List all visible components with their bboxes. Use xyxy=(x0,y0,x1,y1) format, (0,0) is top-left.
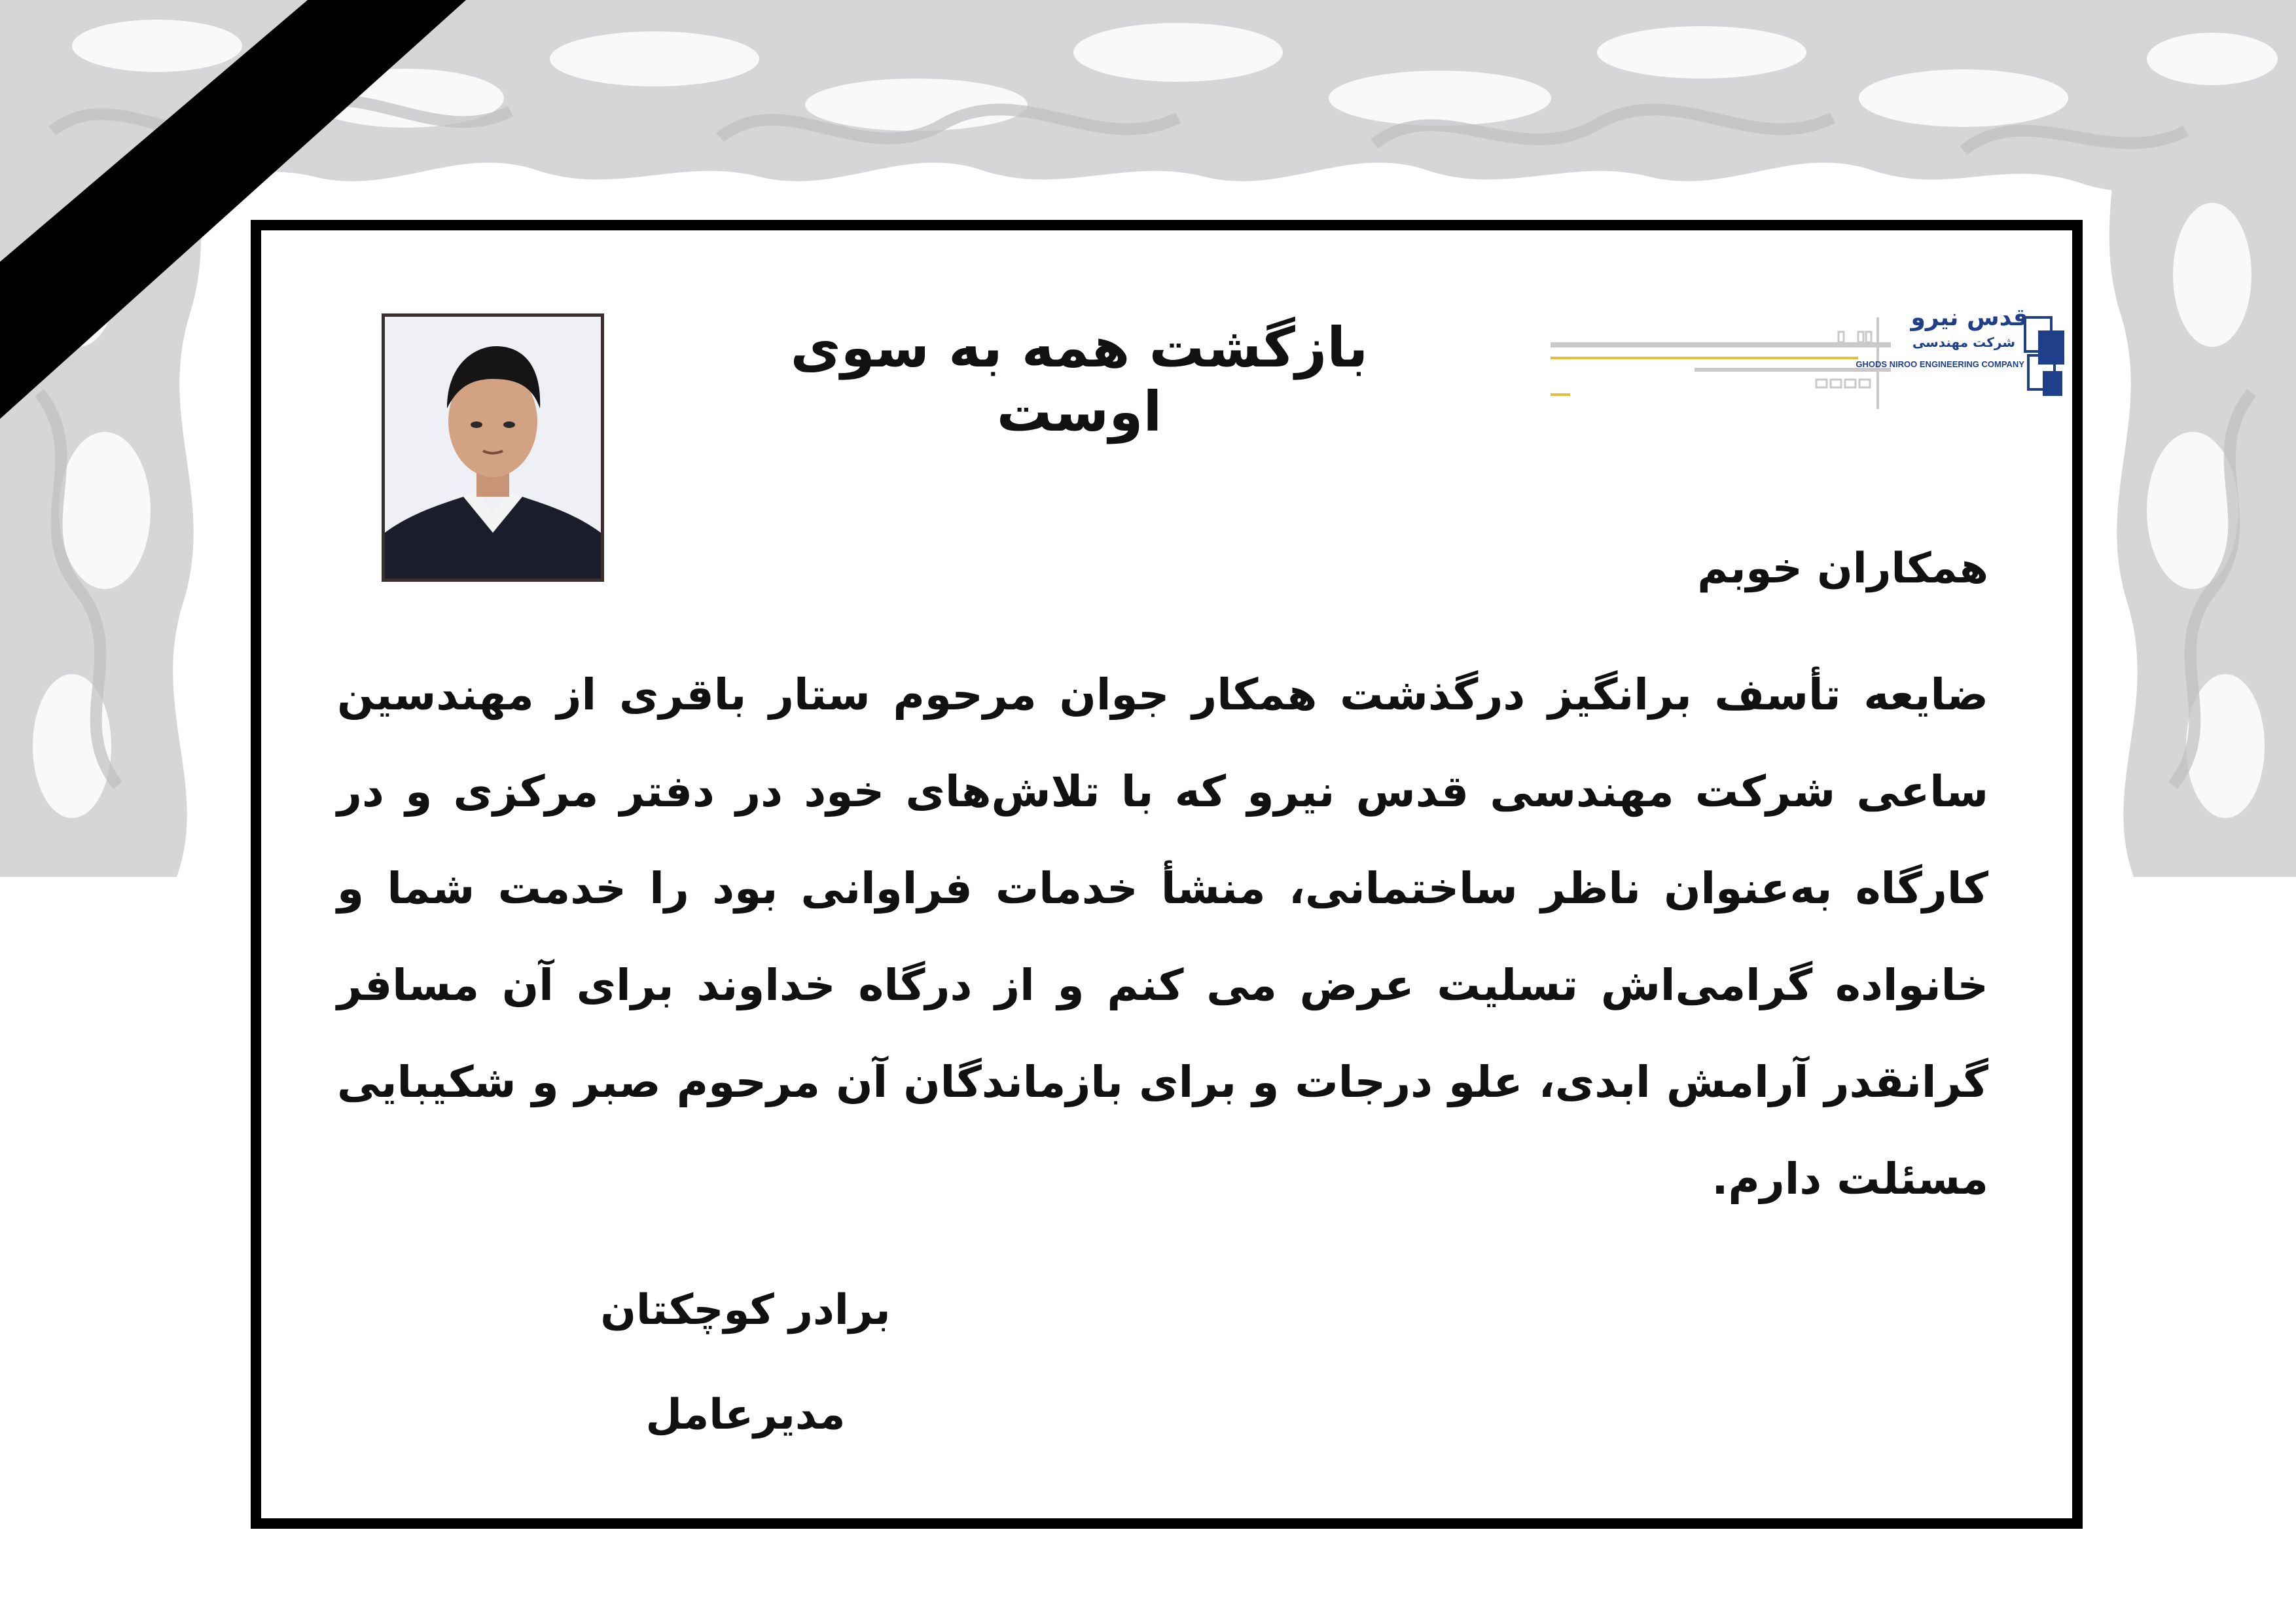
portrait-photo xyxy=(382,313,604,582)
signature-title: مدیرعامل xyxy=(645,1391,846,1439)
headline: بازگشت همه به سوی اوست xyxy=(790,315,1369,444)
logo-name-en: GHODS NIROO ENGINEERING COMPANY xyxy=(1856,359,2024,369)
signature-name: برادر کوچکتان xyxy=(600,1286,891,1334)
greeting: همکاران خوبم xyxy=(1697,544,1988,593)
condolence-message: ضایعه تأسف برانگیز درگذشت همکار جوان مرحوم ستار باقری از مهندسین ساعی شرکت مهندسی قدس نیرو که با تلاش‌های خود در دفتر مرکزی و در کارگاه به‌عنوان ناظر ساختمانی، منشأ خدمات فراوانی بود را خدمت شما و خانواده گرامی‌اش تسلیت عرض می کنم و از درگاه خداوند برای آن مسافر گرانقدر آرامش ابدی، علو درجات و برای بازماندگان آن مرحوم صبر و شکیبایی مسئلت دارم. xyxy=(337,669,1988,1204)
logo-subtitle-fa: شرکت مهندسی xyxy=(1912,334,2015,350)
company-logo xyxy=(1551,278,2068,409)
condolence-card xyxy=(251,220,2083,1529)
signature-block xyxy=(582,1258,909,1467)
logo-name-fa: قدس نیرو xyxy=(1910,304,2028,331)
